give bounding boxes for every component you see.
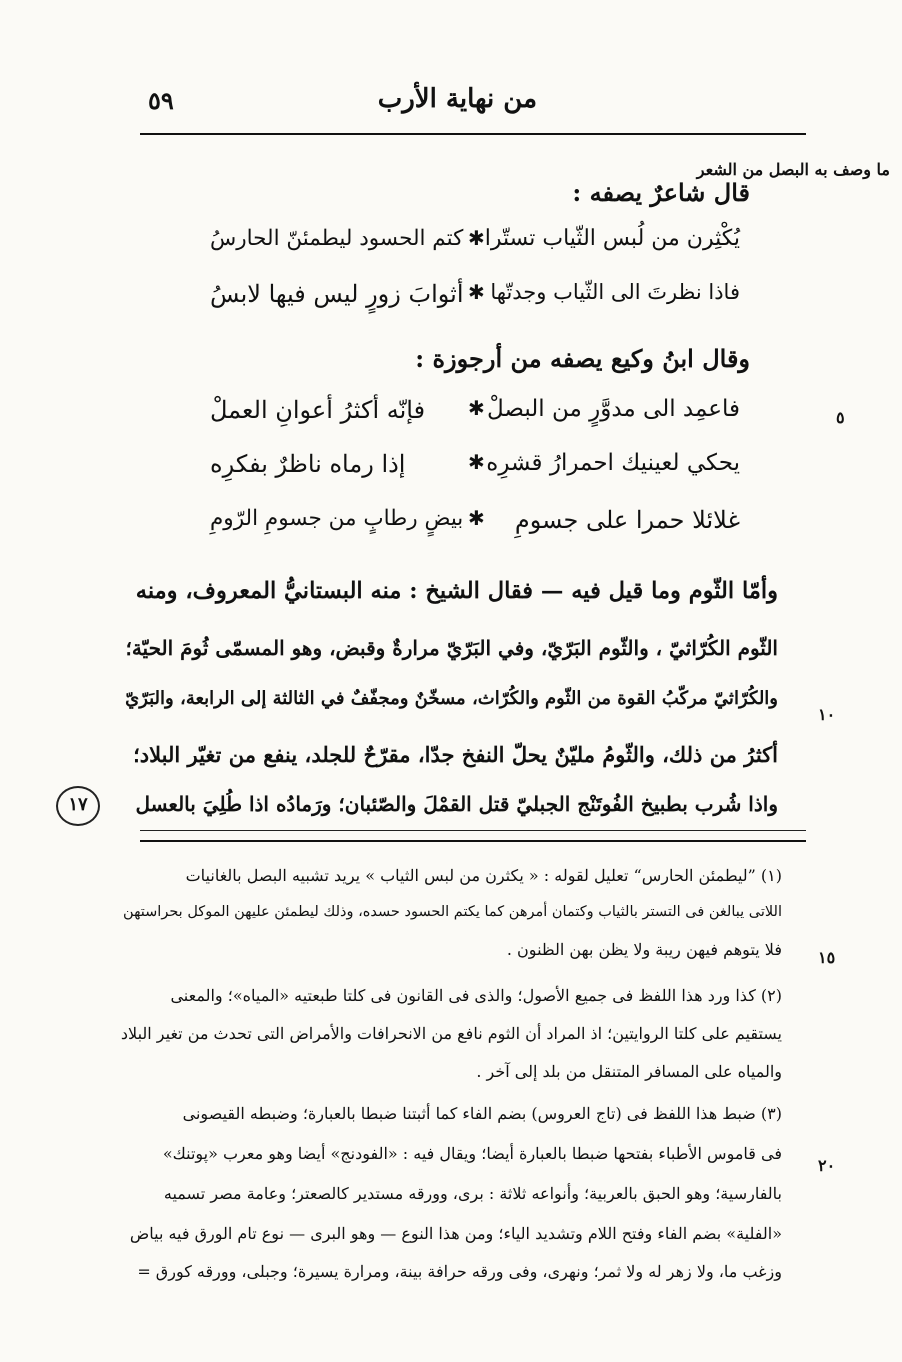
footnote-line: وزغب ما، ولا زهر له ولا ثمر؛ ونهرى، وفى ورقه حرافة بينة، ومرارة يسيرة؛ وجبلى، وورقه كورق = (137, 1262, 782, 1281)
folio-badge: ١٧ (56, 786, 100, 826)
line-number-5: ٥ (836, 408, 845, 427)
verse-second-hemistich: أثوابَ زورٍ ليس فيها لابسُ (210, 280, 464, 308)
prose-line: الثّوم الكُرّاثيّ ، والثّوم البَرّيّ، وفي البَرّيّ مرارةٌ وقبض، وهو المسمّى ثُومَ الحيّة؛ (125, 636, 778, 660)
running-title: من نهاية الأرب (377, 84, 537, 114)
verse (200, 506, 740, 546)
verse-second-hemistich: كتم الحسود ليطمئنّ الحارسُ (210, 226, 464, 251)
footnote-line: فلا يتوهم فيهن ريبة ولا يظن بهن الظنون . (506, 940, 782, 959)
verse-first-hemistich: يُكْثِرن من لُبس الثّياب تستّرا (484, 226, 740, 251)
prose-line: أكثرُ من ذلك، والثّومُ مليّنٌ يحلّ النفخ جدّا، مقرّحٌ للجلد، ينفع من تغيّر البلاد؛ (133, 742, 778, 767)
poem-2-intro: وقال ابنُ وكيع يصفه من أرجوزة : (415, 344, 750, 373)
poem-1-intro: قال شاعرٌ يصفه : (572, 178, 750, 207)
footnote-line: والمياه على المسافر المتنقل من بلد إلى آخر . (476, 1062, 782, 1081)
line-number-10: ١٠ (818, 705, 836, 724)
header-rule (140, 133, 806, 135)
prose-line: وأمّا الثّوم وما قيل فيه — فقال الشيخ : منه البستانيُّ المعروف، ومنه (135, 578, 778, 604)
line-number-15: ١٥ (818, 948, 836, 967)
verse (200, 450, 740, 490)
footnote-line: فى قاموس الأطباء بفتحها ضبطا بالعبارة أيضا؛ ويقال فيه : «الفودنج» أيضا وهو معرب «پوتنك» (162, 1144, 782, 1163)
verse-second-hemistich: إذا رماه ناظرٌ بفكرِه (210, 450, 406, 478)
verse-first-hemistich: يحكي لعينيك احمرارُ قشرِه (486, 450, 740, 476)
verse-separator: ✱ (468, 396, 485, 420)
verse-first-hemistich: فاعمِد الى مدوَّرٍ من البصلْ (486, 396, 740, 422)
line-number-20: ٢٠ (818, 1156, 836, 1175)
prose-line: والكُرّاثيّ مركّبُ القوة من الثّوم والكُرّاث، مسخّنٌ ومجفّفٌ في الثالثة إلى الرابعة، والبَرّيّ (125, 688, 778, 709)
footnote-line: (٣) ضبط هذا اللفظ فى (تاج العروس) بضم الفاء كما أثبتنا ضبطا بالعبارة؛ وضبطه القيصونى (182, 1104, 782, 1123)
verse (200, 396, 740, 436)
verse-separator: ✱ (468, 280, 485, 304)
verse (200, 226, 740, 266)
text-underline (140, 830, 806, 831)
page-number: ٥٩ (148, 86, 174, 115)
footnote-line: «الفلية» بضم الفاء وفتح اللام وتشديد الياء؛ ومن هذا النوع — وهو البرى — نوع تام الورق فيه بياض (129, 1224, 782, 1243)
verse-separator: ✱ (468, 450, 485, 474)
verse-first-hemistich: غلائلا حمرا على جسومِ (514, 506, 740, 534)
verse-separator: ✱ (468, 226, 485, 250)
footnote-line: اللاتى يبالغن فى التستر بالثياب وكتمان أمرهن كما يكتم الحسود حسده، وذلك ليطمئن عليهن الموكل بحراستهن (123, 904, 782, 920)
prose-line: واذا شُرب بطبيخ الفُوتَنْج الجبليّ قتل القمْلَ والصّئبان؛ ورَمادُه اذا طُلِيَ بالعسل (135, 792, 778, 816)
verse-separator: ✱ (468, 506, 485, 530)
footnote-rule (140, 840, 806, 842)
verse (200, 280, 740, 320)
footnote-line: يستقيم على كلتا الروايتين؛ اذ المراد أن الثوم نافع من الانحرافات والأمراض التى تحدث من تغير البلاد (120, 1024, 782, 1043)
margin-note: ما وصف به البصل من الشعر (696, 160, 890, 179)
footnote-line: بالفارسية؛ وهو الحبق بالعربية؛ وأنواعه ثلاثة : برى، وورقه مستدير كالصعتر؛ وعامة مصر تسميه (163, 1184, 782, 1203)
footnote-line: (٢) كذا ورد هذا اللفظ فى جميع الأصول؛ والذى فى القانون فى كلتا طبعتيه «المياه»؛ والمعنى (170, 986, 782, 1005)
footnote-line: (١) ”ليطمئن الحارس“ تعليل لقوله : « يكثرن من لبس الثياب » يريد تشبيه البصل بالغانيات (185, 866, 782, 885)
verse-first-hemistich: فاذا نظرتَ الى الثّياب وجدتّها (490, 280, 740, 304)
verse-second-hemistich: بيضٍ رطابٍ من جسومِ الرّومِ (210, 506, 464, 531)
verse-second-hemistich: فإنّه أكثرُ أعوانِ العملْ (210, 396, 426, 424)
